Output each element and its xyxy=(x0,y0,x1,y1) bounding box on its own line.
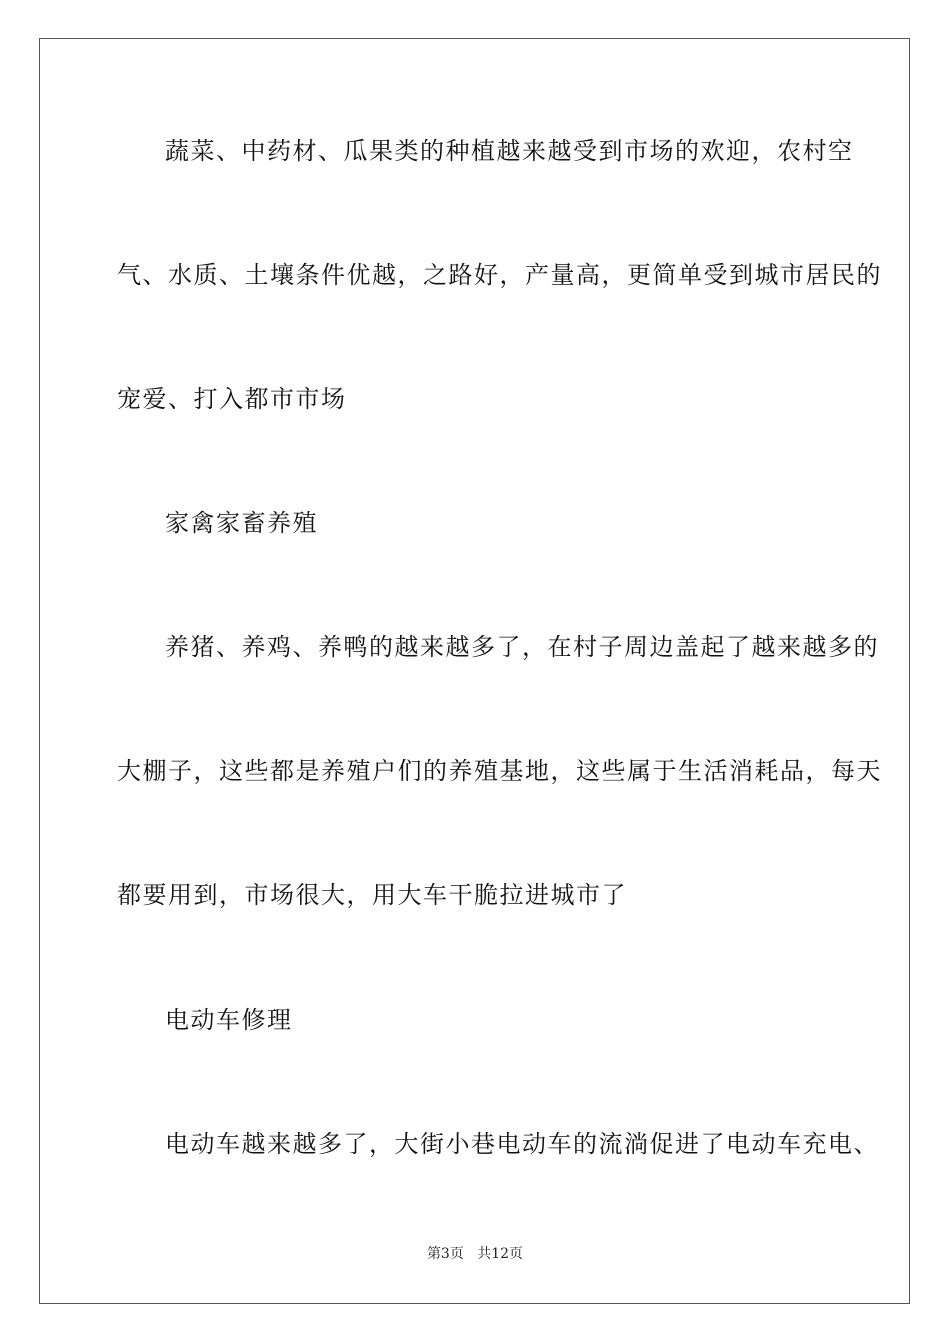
page-number: 第3页 xyxy=(426,1246,464,1262)
paragraph-line: 大棚子，这些都是养殖户们的养殖基地，这些属于生活消耗品，每天 xyxy=(117,757,882,785)
paragraph-line: 气、水质、土壤条件优越，之路好，产量高，更简单受到城市居民的 xyxy=(117,261,882,289)
section-heading: 家禽家畜养殖 xyxy=(165,509,318,537)
page-total: 共12页 xyxy=(477,1246,524,1262)
page-border xyxy=(39,38,910,1304)
page-footer xyxy=(0,1244,950,1264)
paragraph-line: 养猪、养鸡、养鸭的越来越多了，在村子周边盖起了越来越多的 xyxy=(165,633,879,661)
paragraph-line: 宠爱、打入都市市场 xyxy=(117,385,347,413)
paragraph-line: 都要用到，市场很大，用大车干脆拉进城市了 xyxy=(117,881,627,909)
section-heading: 电动车修理 xyxy=(165,1006,293,1034)
paragraph-line: 蔬菜、中药材、瓜果类的种植越来越受到市场的欢迎，农村空 xyxy=(165,137,854,165)
paragraph-line: 电动车越来越多了，大街小巷电动车的流淌促进了电动车充电、 xyxy=(165,1130,879,1158)
